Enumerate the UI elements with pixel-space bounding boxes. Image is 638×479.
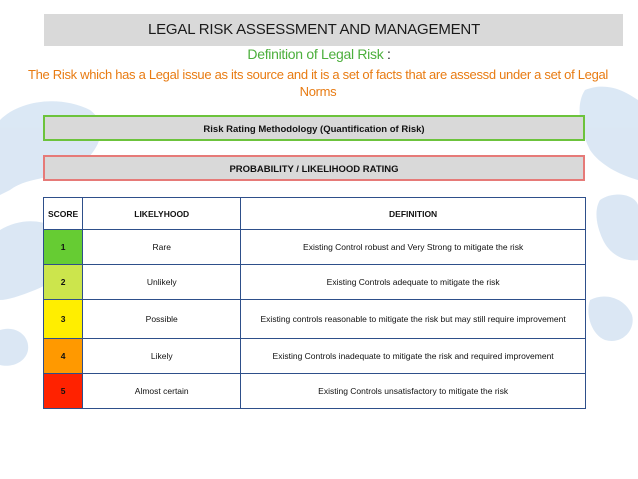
definition-cell: Existing Control robust and Very Strong to mitigate the risk bbox=[241, 230, 586, 265]
score-cell: 2 bbox=[44, 265, 83, 300]
table-header-row bbox=[44, 198, 586, 230]
definition-cell: Existing Controls inadequate to mitigate the risk and required improvement bbox=[241, 339, 586, 374]
header-likelihood: LIKELYHOOD bbox=[83, 198, 241, 230]
definition-text: The Risk which has a Legal issue as its source and it is a set of facts that are assessd under a set of Legal Norms bbox=[27, 67, 609, 99]
definition-cell: Existing Controls adequate to mitigate the risk bbox=[241, 265, 586, 300]
likelihood-cell: Rare bbox=[83, 230, 241, 265]
likelihood-cell: Possible bbox=[83, 300, 241, 339]
methodology-box: Risk Rating Methodology (Quantification of Risk) bbox=[43, 115, 585, 141]
score-cell: 5 bbox=[44, 374, 83, 409]
table-row bbox=[44, 230, 586, 265]
header-definition: DEFINITION bbox=[241, 198, 586, 230]
definition-heading bbox=[0, 46, 638, 62]
table-row bbox=[44, 339, 586, 374]
definition-cell: Existing Controls unsatisfactory to mitigate the risk bbox=[241, 374, 586, 409]
likelihood-cell: Likely bbox=[83, 339, 241, 374]
score-cell: 1 bbox=[44, 230, 83, 265]
definition-colon: : bbox=[383, 46, 391, 62]
likelihood-cell: Almost certain bbox=[83, 374, 241, 409]
table-row bbox=[44, 374, 586, 409]
likelihood-cell: Unlikely bbox=[83, 265, 241, 300]
score-cell: 3 bbox=[44, 300, 83, 339]
table-row bbox=[44, 265, 586, 300]
definition-title: Definition of Legal Risk bbox=[247, 46, 384, 62]
likelihood-rating-table bbox=[43, 197, 586, 409]
header-score: SCORE bbox=[44, 198, 83, 230]
title-bar bbox=[44, 14, 623, 46]
table-row bbox=[44, 300, 586, 339]
probability-box: PROBABILITY / LIKELIHOOD RATING bbox=[43, 155, 585, 181]
page-title: LEGAL RISK ASSESSMENT AND MANAGEMENT bbox=[147, 21, 481, 38]
score-cell: 4 bbox=[44, 339, 83, 374]
definition-cell: Existing controls reasonable to mitigate the risk but may still require improvement bbox=[241, 300, 586, 339]
